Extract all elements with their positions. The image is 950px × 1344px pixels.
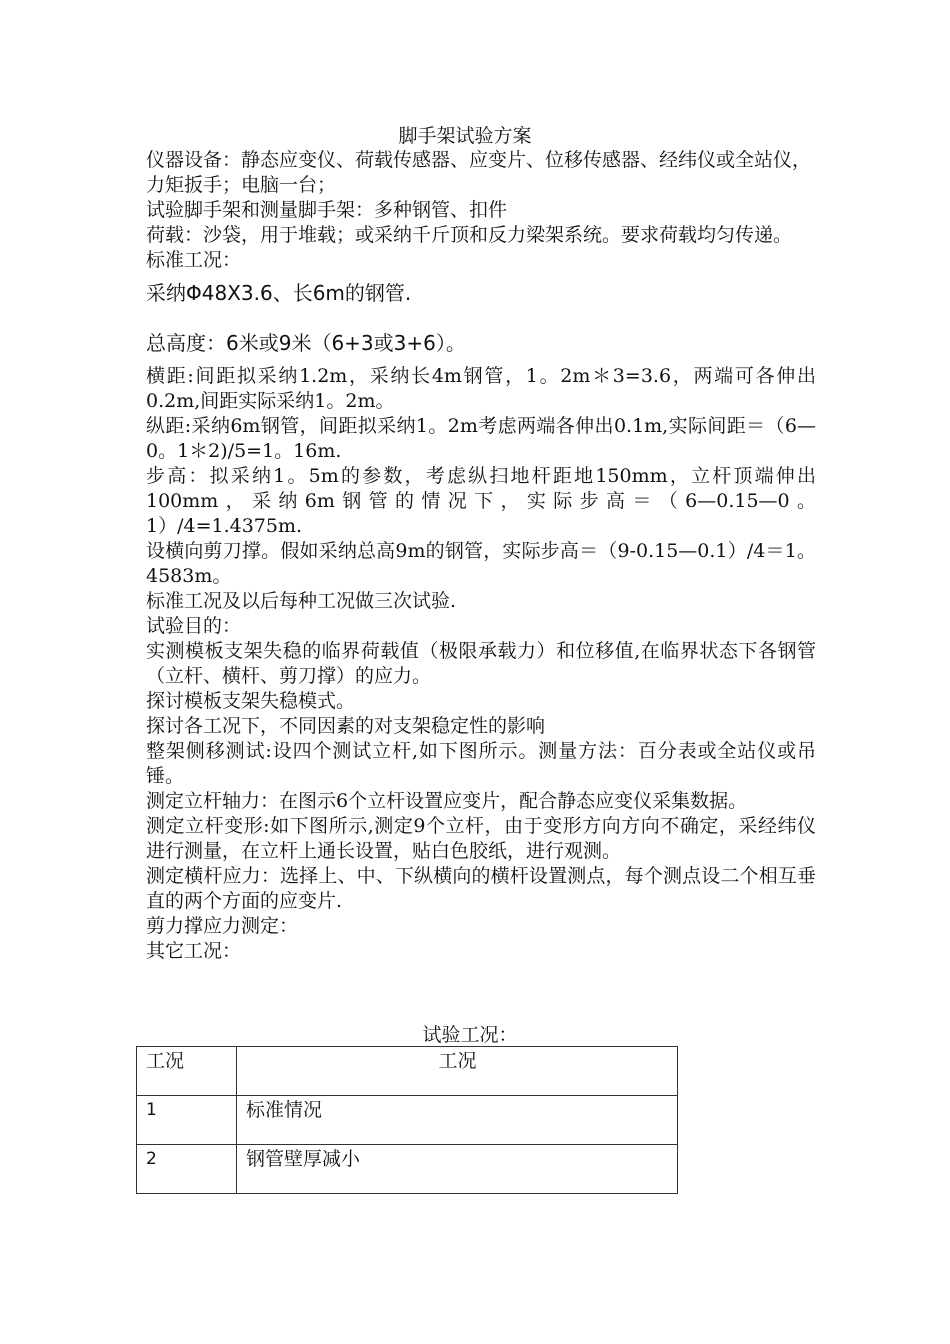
- table-cell-condition: 标准情况: [237, 1096, 678, 1145]
- paragraph-brace-stress: 剪力撑应力测定：: [146, 915, 299, 937]
- paragraph-crossbar-stress: 测定横杆应力：选择上、中、下纵横向的横杆设置测点，每个测点设二个相互垂直的两个方面的应变片.: [146, 865, 816, 912]
- paragraph-factors: 探讨各工况下，不同因素的对支架稳定性的影响: [146, 715, 546, 737]
- paragraph-scissor-brace: 设横向剪刀撑。假如采纳总高9m的钢管，实际步高＝（9-0.15—0.1）/4＝1。4583m。: [146, 540, 816, 587]
- table-cell-index: 1: [137, 1096, 237, 1145]
- table-cell-condition: 钢管壁厚减小: [237, 1145, 678, 1194]
- paragraph-test-purpose: 试验目的：: [146, 615, 242, 637]
- paragraph-axial-force: 测定立杆轴力：在图示6个立杆设置应变片，配合静态应变仪采集数据。: [146, 790, 748, 812]
- paragraph-longitudinal-spacing: 纵距:采纳6m钢管，间距拟采纳1。2m考虑两端各伸出0.1m,实际间距＝（6—0。1＊2)/5=1。16m.: [146, 415, 816, 462]
- paragraph-total-height: 总高度：6米或9米（6+3或3+6）。: [146, 331, 466, 355]
- conditions-table: [136, 1046, 678, 1194]
- paragraph-lateral-displacement: 整架侧移测试:设四个测试立杆,如下图所示。测量方法：百分表或全站仪或吊锤。: [146, 740, 816, 787]
- paragraph-step-height: 步高：拟采纳1。5m的参数，考虑纵扫地杆距地150mm，立杆顶端伸出100mm，采纳6m钢管的情况下，实际步高＝（6—0.15—0。1）/4=1.4375m.: [146, 465, 816, 537]
- paragraph-critical-load: 实测模板支架失稳的临界荷载值（极限承载力）和位移值,在临界状态下各钢管（立杆、横杆、剪刀撑）的应力。: [146, 640, 816, 687]
- paragraph-load: 荷载：沙袋，用于堆载；或采纳千斤顶和反力梁架系统。要求荷载均匀传递。: [146, 224, 793, 246]
- paragraph-standard-condition: 标准工况：: [146, 249, 242, 271]
- paragraph-deformation: 测定立杆变形:如下图所示,测定9个立杆，由于变形方向方向不确定，采经纬仪进行测量，在立杆上通长设置，贴白色胶纸，进行观测。: [146, 815, 816, 862]
- paragraph-transverse-spacing: 横距:间距拟采纳1.2m，采纳长4m钢管，1。2m＊3=3.6，两端可各伸出0.2m,间距实际采纳1。2m。: [146, 365, 816, 412]
- table-caption: 试验工况：: [422, 1024, 518, 1046]
- document-body: [146, 148, 816, 964]
- paragraph-failure-mode: 探讨模板支架失稳模式。: [146, 690, 356, 712]
- table-row: [137, 1145, 678, 1194]
- table-cell-index: 2: [137, 1145, 237, 1194]
- document-title: 脚手架试验方案: [398, 125, 532, 147]
- paragraph-other-conditions: 其它工况：: [146, 940, 242, 962]
- table-row: [137, 1096, 678, 1145]
- paragraph-steel-pipe: 采纳Φ48X3.6、长6m的钢管.: [146, 281, 412, 305]
- paragraph-equipment: 仪器设备：静态应变仪、荷载传感器、应变片、位移传感器、经纬仪或全站仪，力矩扳手；电脑一台；: [146, 149, 812, 196]
- table-header-row: [137, 1047, 678, 1096]
- table-header-cell: 工况: [237, 1047, 678, 1096]
- paragraph-scaffold: 试验脚手架和测量脚手架：多种钢管、扣件: [146, 199, 508, 221]
- table-header-cell: 工况: [137, 1047, 237, 1096]
- paragraph-repeat-tests: 标准工况及以后每种工况做三次试验.: [146, 590, 457, 612]
